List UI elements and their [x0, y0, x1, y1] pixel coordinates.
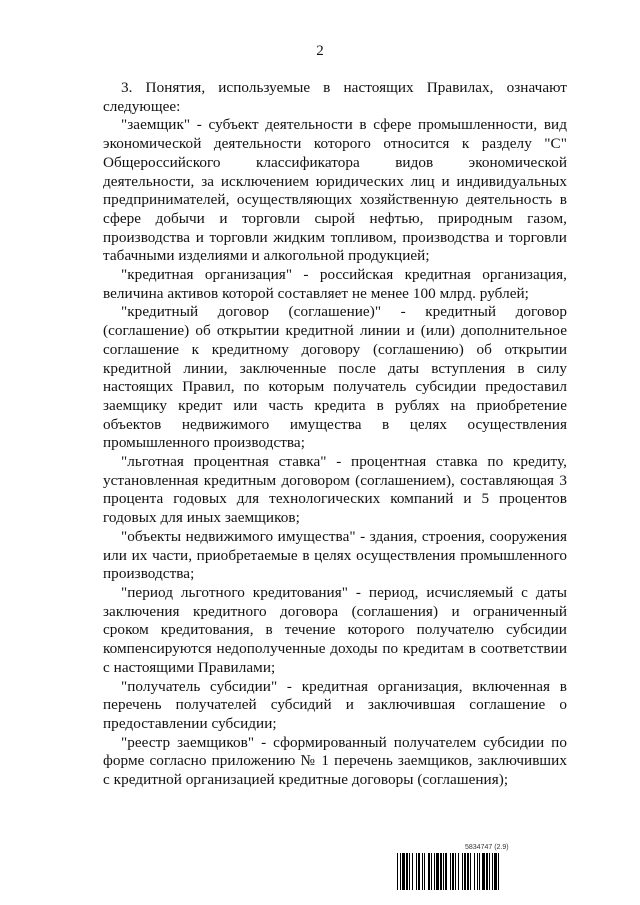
barcode-bar — [402, 853, 405, 890]
barcode-bar — [498, 853, 499, 890]
barcode-bar — [489, 853, 490, 890]
barcode-bar — [416, 853, 417, 890]
barcode-bar — [397, 853, 398, 890]
barcode-bar — [470, 853, 471, 890]
barcode-bar — [431, 853, 432, 890]
barcode-bar — [400, 853, 401, 890]
paragraph-credit-agreement: "кредитный договор (соглашение)" - кредитный договор (соглашение) об открытии кредитной линии и (или) дополнительное соглашение к кредитному договору (соглашению) об открытии кредитной линии, заключенные после даты вступления в силу настоящих Правил, по которым получатель субсидии предоставил заемщику кредит или часть кредита в рублях на приобретение объектов недвижимого имущества в целях осуществления промышленного производства; — [103, 303, 567, 452]
document-barcode — [397, 844, 567, 892]
barcode-bar — [443, 853, 444, 890]
paragraph-real-estate: "объекты недвижимого имущества" - здания, строения, сооружения или их части, приобретаемые в целях осуществления промышленного производства; — [103, 527, 567, 583]
barcode-bar — [418, 853, 420, 890]
paragraph-borrower-registry: "реестр заемщиков" - сформированный получателем субсидии по форме согласно приложению № 1 перечень заемщиков, заключивших с кредитной организацией кредитные договоры (соглашения); — [103, 733, 567, 789]
barcode-bar — [428, 853, 430, 890]
barcode-bar — [440, 853, 442, 890]
barcode-bar — [422, 853, 423, 890]
barcode-bar — [445, 853, 447, 890]
barcode-bar — [494, 853, 497, 890]
barcode-bar — [412, 853, 413, 890]
barcode-bar — [452, 853, 454, 890]
paragraph-borrower: "заемщик" - субъект деятельности в сфере промышленности, вид экономической деятельности которого относится к разделу "C" Общероссийского классификатора видов экономической деятельности, за исключением юридических лиц и индивидуальных предпринимателей, осуществляющих хозяйственную деятельность в сфере добычи и торговли сырой нефтью, природным газом, производства и торговли жидким топливом, производства и торговли табачными изделиями и алкогольной продукцией; — [103, 116, 567, 265]
barcode-bar — [474, 853, 475, 890]
barcode-bar — [455, 853, 456, 890]
paragraph-preferential-rate: "льготная процентная ставка" - процентная ставка по кредиту, установленная кредитным договором (соглашением), составляющая 3 процента годовых для технологических компаний и 5 процентов годовых для иных заемщиков; — [103, 453, 567, 527]
body-text — [103, 79, 567, 790]
paragraph-credit-organization: "кредитная организация" - российская кредитная организация, величина активов которой составляет не менее 100 млрд. рублей; — [103, 266, 567, 302]
barcode-bar — [482, 853, 485, 890]
paragraph-subsidy-recipient: "получатель субсидии" - кредитная организация, включенная в перечень получателей субсидий и заключившая соглашение о предоставлении субсидии; — [103, 677, 567, 732]
barcode-bar — [479, 853, 480, 890]
barcode-bar — [492, 853, 493, 890]
paragraph-definitions-intro: 3. Понятия, используемые в настоящих Правилах, означают следующее: — [103, 79, 567, 115]
barcode-bar — [486, 853, 488, 890]
barcode-code: 5834747 (2.9) — [465, 844, 509, 851]
barcode-bar — [406, 853, 408, 890]
barcode-bar — [450, 853, 451, 890]
barcode-bar — [409, 853, 410, 890]
barcode-bar — [436, 853, 439, 890]
barcode-bar — [434, 853, 435, 890]
barcode-bars — [397, 853, 567, 890]
barcode-bar — [467, 853, 469, 890]
barcode-bar — [458, 853, 459, 890]
paragraph-preferential-period: "период льготного кредитования" - период, исчисляемый с даты заключения кредитного договора (соглашения) и ограниченный сроком кредитования, в течение которого получателю субсидии компенсируются недополученные доходы по кредитам в соответствии с настоящими Правилами; — [103, 583, 567, 676]
barcode-bar — [462, 853, 463, 890]
barcode-bar — [464, 853, 466, 890]
barcode-bar — [477, 853, 478, 890]
barcode-bar — [424, 853, 425, 890]
page-number: 2 — [316, 43, 324, 59]
